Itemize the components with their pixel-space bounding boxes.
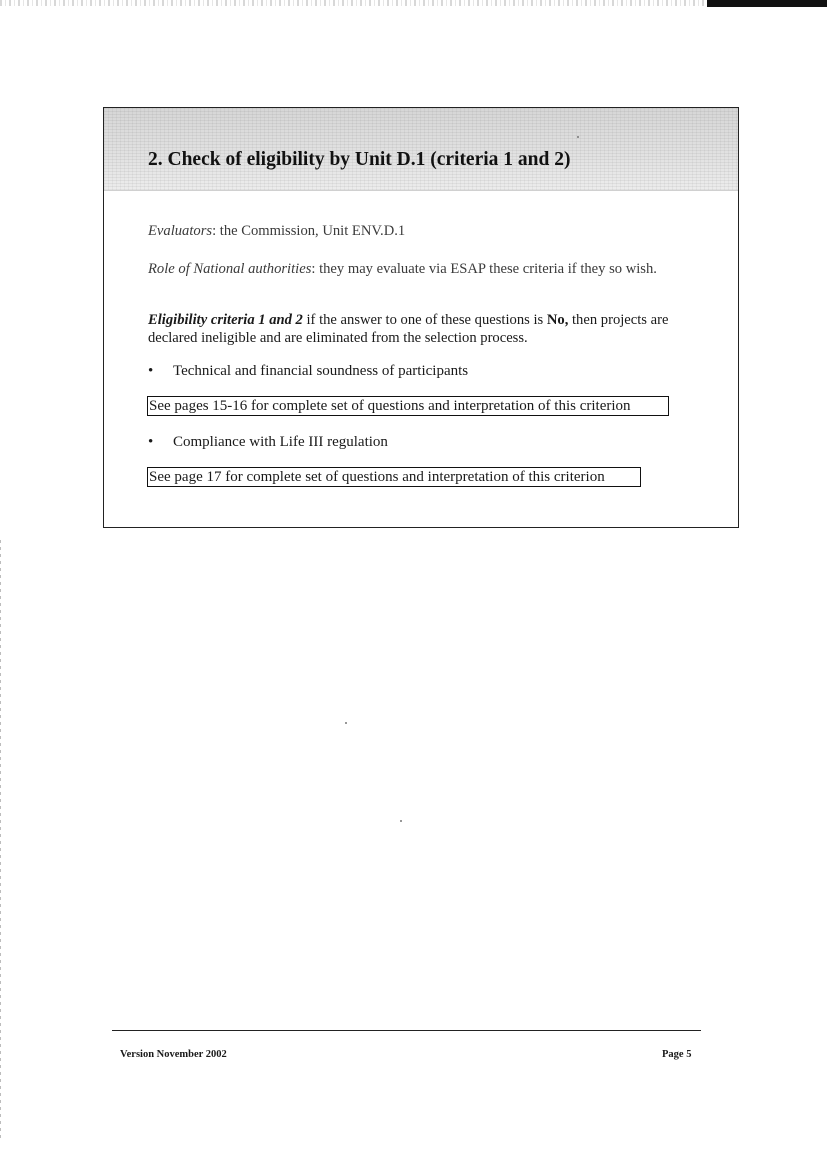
scan-edge-mark — [707, 0, 827, 7]
criterion-reference-2: See page 17 for complete set of questions and interpretation of this criterion — [147, 467, 641, 487]
criterion-item-1 — [148, 362, 468, 380]
criterion-title-1: Technical and financial soundness of participants — [173, 363, 469, 379]
role-paragraph — [148, 260, 700, 278]
heading-band — [104, 108, 738, 191]
criterion-item-2 — [148, 433, 388, 451]
eligibility-label: Eligibility criteria 1 and 2 — [148, 312, 303, 328]
evaluators-text: : the Commission, Unit ENV.D.1 — [212, 223, 406, 239]
scan-speck — [400, 820, 402, 822]
evaluators-paragraph — [148, 222, 700, 240]
criterion-reference-1: See pages 15-16 for complete set of questions and interpretation of this criterion — [147, 396, 669, 416]
scan-speck — [345, 722, 347, 724]
scan-edge-top — [0, 0, 827, 6]
section-heading: 2. Check of eligibility by Unit D.1 (criteria 1 and 2) — [148, 149, 571, 170]
bullet-icon: • — [148, 363, 154, 379]
eligibility-text-after: then projects are declared ineligible and are eliminated from the selection process. — [148, 312, 669, 346]
eligibility-paragraph — [148, 311, 700, 347]
role-label: Role of National authorities — [148, 261, 312, 277]
footer-version: Version November 2002 — [120, 1049, 227, 1060]
scan-edge-left — [0, 540, 1, 1140]
eligibility-keyword: No, — [546, 312, 569, 328]
footer-rule — [112, 1030, 701, 1031]
bullet-icon: • — [148, 434, 154, 450]
evaluators-label: Evaluators — [148, 223, 213, 239]
criterion-title-2: Compliance with Life III regulation — [173, 434, 388, 450]
scan-speck — [577, 136, 579, 138]
section-frame — [103, 107, 739, 528]
role-text: : they may evaluate via ESAP these criteria if they so wish. — [311, 261, 657, 277]
eligibility-text-before: if the answer to one of these questions is — [302, 312, 547, 328]
footer-page-number: Page 5 — [662, 1049, 692, 1060]
